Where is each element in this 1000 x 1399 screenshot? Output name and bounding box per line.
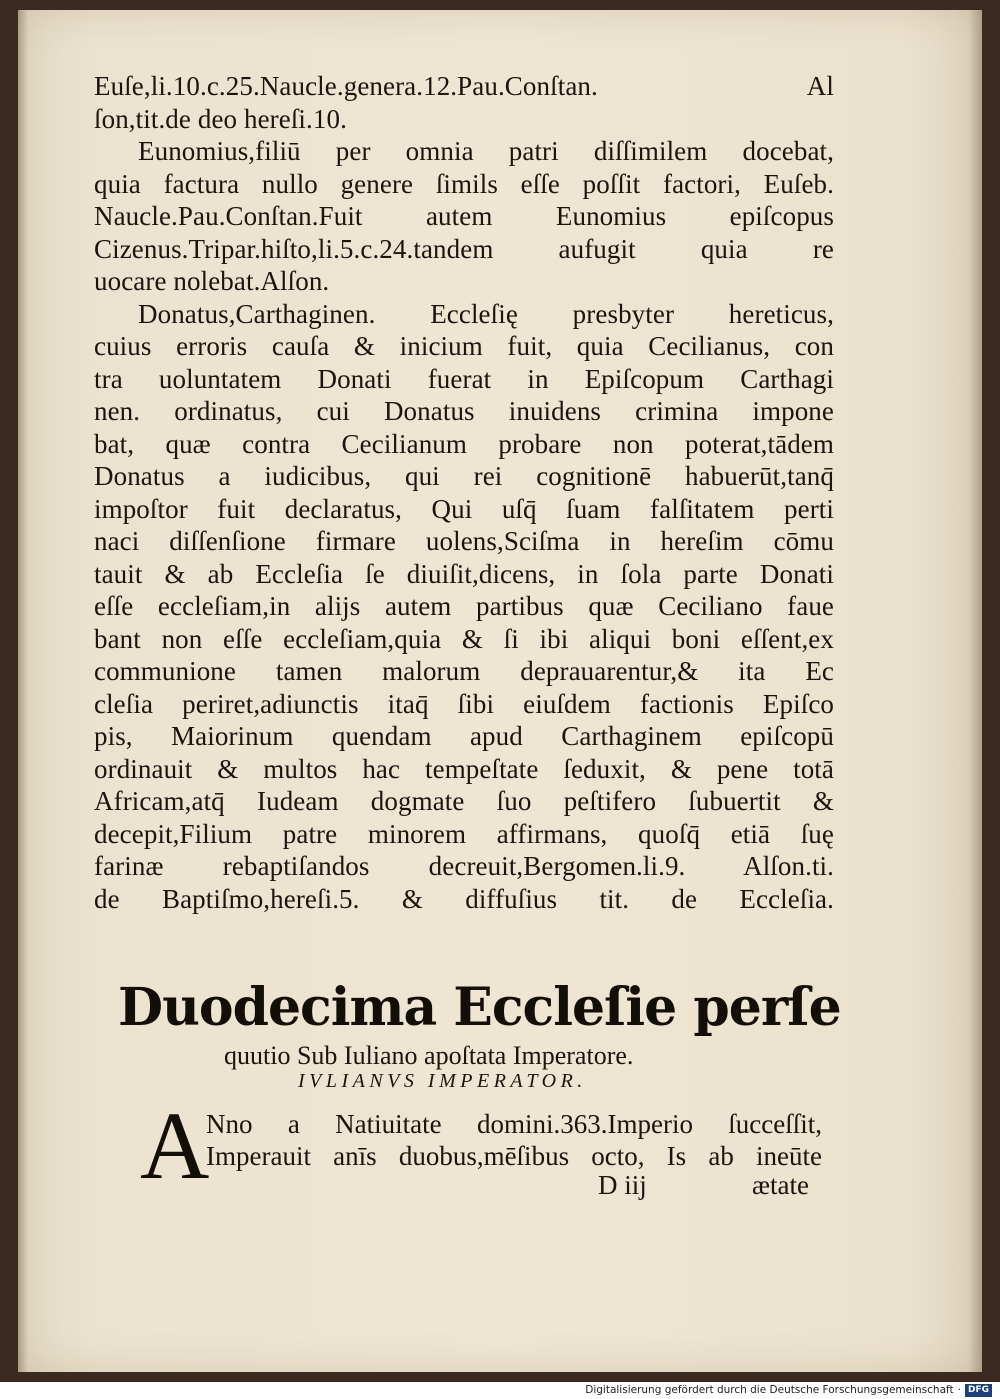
text-line: naci diſſenſione firmare uolens,Sciſma in hereſim cōmu [94,526,834,556]
text-line: Cizenus.Tripar.hiſto,li.5.c.24.tandem aufugit quia re [94,233,834,264]
text-line: pis, Maiorinum quendam apud Carthaginem epiſcopū [94,721,834,751]
signature-mark: D iij [598,1170,647,1200]
text-line: Euſe,li.10.c.25.Naucle.genera.12.Pau.Conſtan. Al [94,71,834,101]
text-line: communione tamen malorum deprauarentur,& ita Ec [94,656,834,686]
text-line: uocare nolebat.Alſon. [94,266,330,296]
caps-title: IVLIANVS IMPERATOR. [298,1070,587,1092]
text-line: bat, quæ contra Cecilianum probare non poterat,tādem [94,428,834,459]
text-line: tra uoluntatem Donati fuerat in Epiſcopum Carthagi [94,363,834,394]
body-text [94,70,834,915]
text-line: farinæ rebaptiſandos decreuit,Bergomen.li.9. Alſon.ti. [94,851,834,881]
catchword: ætate [752,1170,809,1200]
footer-text: Digitalisierung gefördert durch die Deutsche Forschungsgemeinschaft [585,1384,954,1396]
dfg-logo-icon: DFG [965,1384,992,1397]
text-line: ordinauit & multos hac tempeſtate ſeduxit, & pene totā [94,753,834,784]
text-line: Imperauit anīs duobus,mēſibus octo, Is ab ineūte [206,1141,822,1171]
text-line: cleſia periret,adiunctis itaq̄ ſibi eiuſdem factionis Epiſco [94,688,834,719]
section-subheading: quutio Sub Iuliano apoſtata Imperatore. [224,1041,634,1070]
text-line: Naucle.Pau.Conſtan.Fuit autem Eunomius epiſcopus [94,201,834,231]
drop-cap: A [140,1092,210,1199]
text-line: quia factura nullo genere ſimils eſſe poſſit factori, Euſeb. [94,168,834,199]
text-line: ſon,tit.de deo hereſi.10. [94,103,347,134]
text-line: eſſe eccleſiam,in alijs autem partibus quæ Ceciliano faue [94,591,834,621]
text-line: decepit,Filium patre minorem affirmans, quoſq̄ etiā ſuę [94,818,834,849]
opening-paragraph [206,1108,822,1172]
text-line: cuius erroris cauſa & inicium fuit, quia Cecilianus, con [94,331,834,361]
text-line: Nno a Natiuitate domini.363.Imperio ſucceſſit, [206,1109,822,1139]
footer-credit [585,1382,992,1399]
text-line: Donatus,Carthaginen. Eccleſię presbyter hereticus, [138,298,834,329]
section-heading: Duodecima Eccleſie perſe [118,977,841,1038]
text-line: impoſtor fuit declaratus, Qui uſq̄ ſuam falſitatem perti [94,493,834,524]
text-line: de Baptiſmo,hereſi.5. & diffuſius tit. de Eccleſia. [94,883,834,914]
text-line: nen. ordinatus, cui Donatus inuidens crimina impone [94,396,834,426]
text-line: Africam,atq̄ Iudeam dogmate ſuo peſtifero ſubuertit & [94,786,834,816]
text-line: Eunomius,filiū per omnia patri diſſimilem docebat, [138,136,834,166]
text-line: Donatus a iudicibus, qui rei cognitionē habuerūt,tanq̄ [94,461,834,491]
text-line: bant non eſſe eccleſiam,quia & ſi ibi aliqui boni eſſent,ex [94,623,834,654]
footer-separator: · [957,1384,961,1396]
text-line: tauit & ab Eccleſia ſe diuiſit,dicens, in ſola parte Donati [94,558,834,589]
